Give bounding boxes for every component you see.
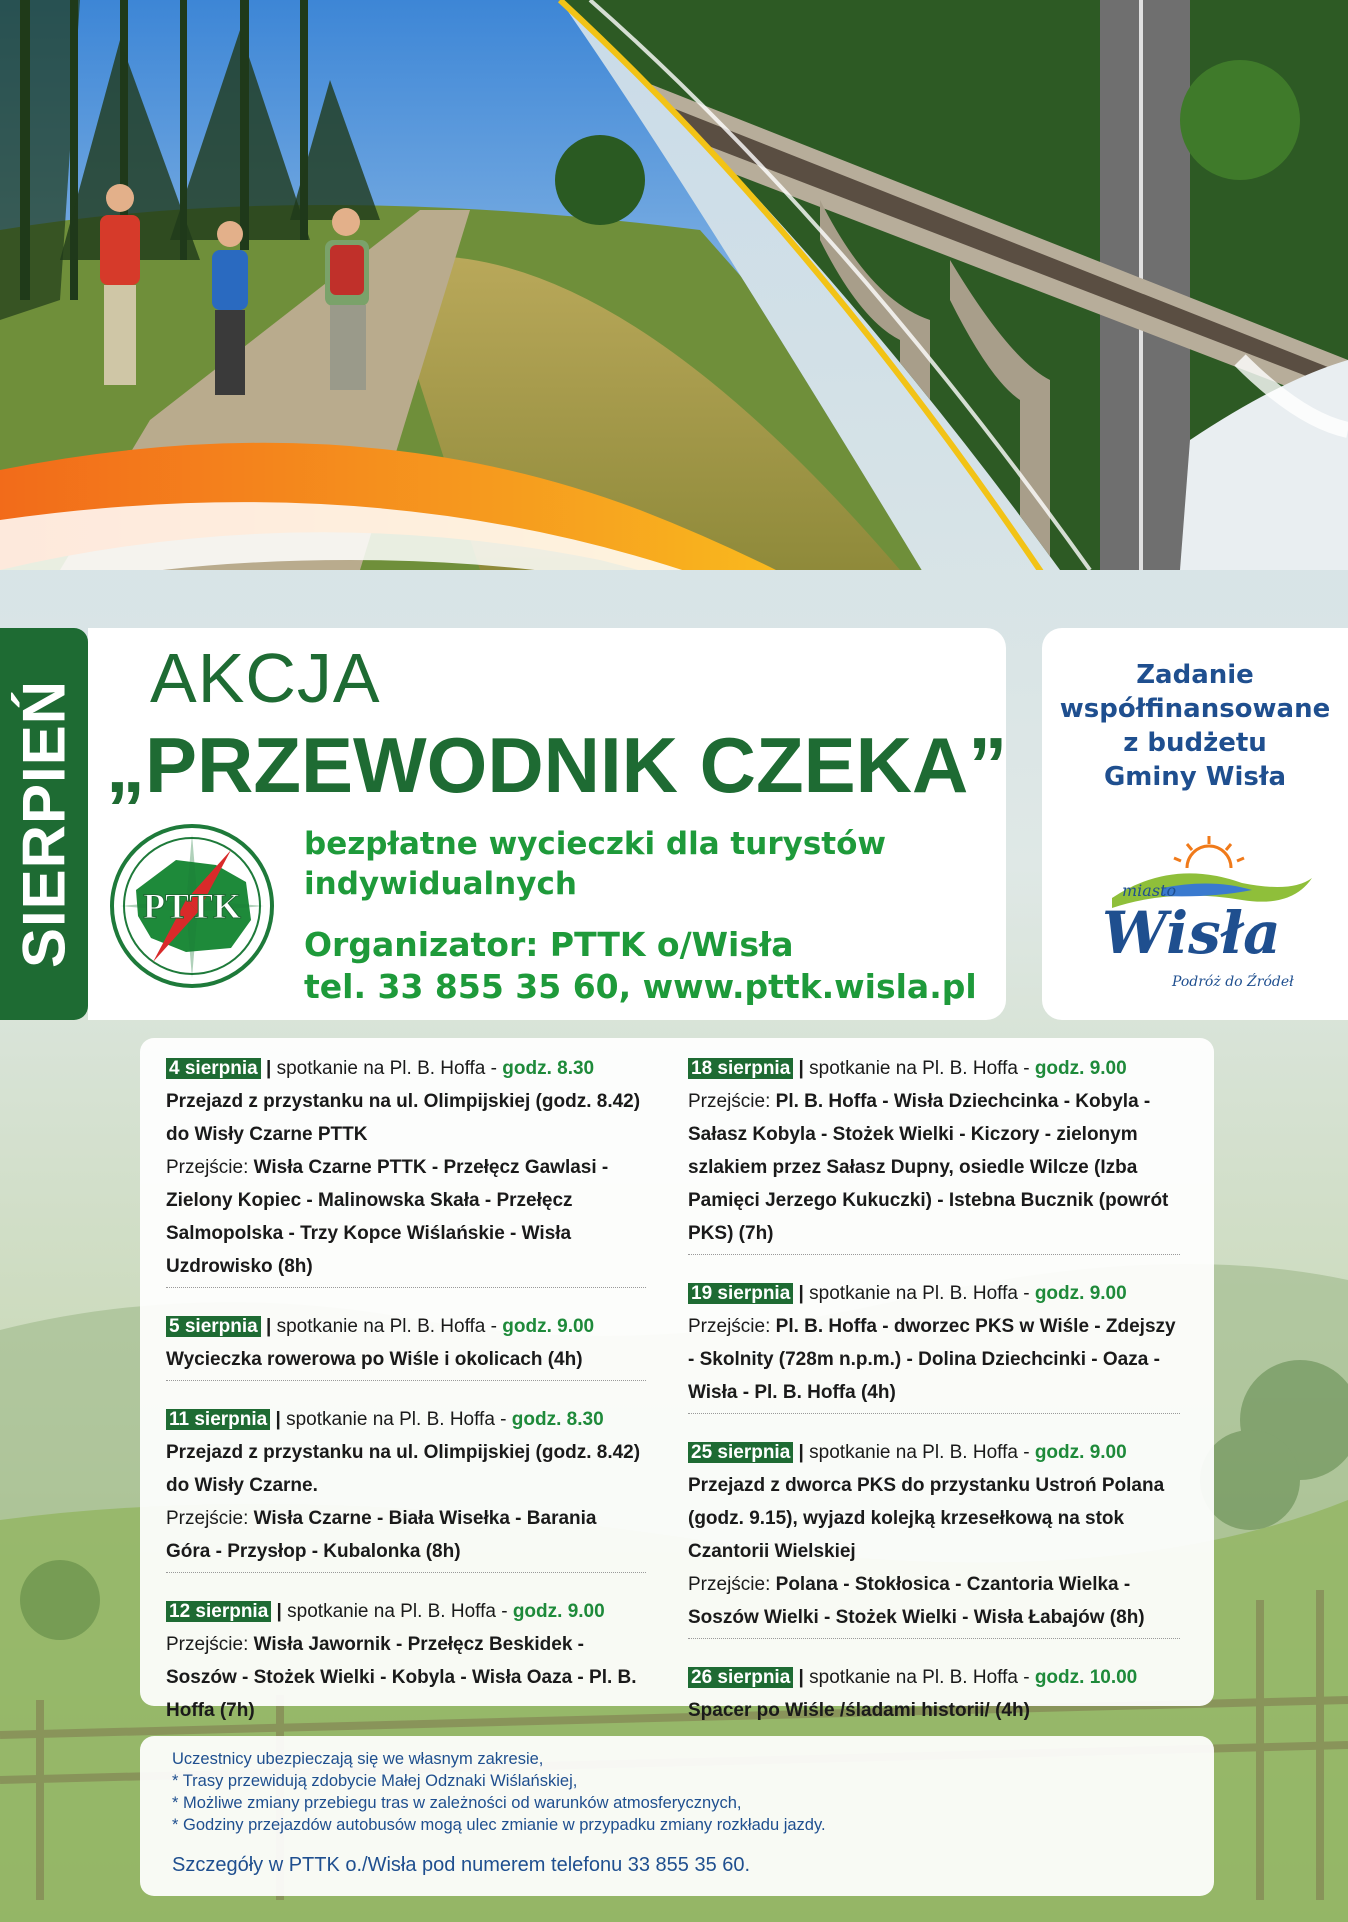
footer-note: Uczestnicy ubezpieczają się we własnym zakresie, <box>172 1750 544 1768</box>
svg-text:Wisła: Wisła <box>1102 899 1281 967</box>
event-meeting: spotkanie na Pl. B. Hoffa - <box>287 1601 513 1622</box>
event-date: 11 sierpnia <box>166 1409 270 1430</box>
event-route-label: Przejście: <box>688 1316 776 1337</box>
event-meeting: spotkanie na Pl. B. Hoffa - <box>809 1283 1035 1304</box>
event-time: godz. 9.00 <box>1034 1442 1127 1463</box>
footer-note: * Godziny przejazdów autobusów mogą ulec zmianie w przypadku zmiany rozkładu jazdy. <box>172 1816 826 1834</box>
sponsor-line: Zadanie <box>1136 660 1254 690</box>
schedule-column-right <box>688 1052 1180 1753</box>
header-photo-collage <box>0 0 1348 570</box>
event-time: godz. 9.00 <box>502 1316 595 1337</box>
event-date: 4 sierpnia <box>166 1058 261 1079</box>
event-aug-11: 11 sierpnia | spotkanie na Pl. B. Hoffa - godz. 8.30 Przejazd z przystanku na ul. Olimpijskiej (godz. 8.42) do Wisły Czarne. Przejście: Wisła Czarne - Biała Wisełka - Barania Góra - Przysłop - Kubalonka (8h) <box>166 1403 646 1573</box>
event-transit: Przejazd z przystanku na ul. Olimpijskiej (godz. 8.42) do Wisły Czarne. <box>166 1442 641 1496</box>
event-route-label: Przejście: <box>166 1508 254 1529</box>
event-meeting: spotkanie na Pl. B. Hoffa - <box>276 1058 503 1079</box>
event-aug-12: 12 sierpnia | spotkanie na Pl. B. Hoffa - godz. 9.00 Przejście: Wisła Jawornik - Przełęcz Beskidek - Soszów - Stożek Wielki - Kobyla - Wisła Oaza - Pl. B. Hoffa (7h) <box>166 1601 637 1721</box>
event-time: godz. 10.00 <box>1034 1667 1138 1688</box>
footer-note: * Możliwe zmiany przebiegu tras w zależności od warunków atmosferycznych, <box>172 1794 742 1812</box>
event-route-label: Przejście: <box>688 1574 776 1595</box>
svg-text:PTTK: PTTK <box>142 886 242 926</box>
event-date: 12 sierpnia <box>166 1601 271 1622</box>
event-aug-19: 19 sierpnia | spotkanie na Pl. B. Hoffa - godz. 9.00 Przejście: Pl. B. Hoffa - dworzec PKS w Wiśle - Zdejszy - Skolnity (728m n.p.m.) - Dolina Dziechcinki - Oaza - Wisła - Pl. B. Hoffa (4h) <box>688 1277 1180 1414</box>
svg-text:miasto: miasto <box>1122 881 1177 900</box>
header-panel <box>88 628 1006 1020</box>
event-route-label: Przejście: <box>688 1091 776 1112</box>
event-date: 19 sierpnia <box>688 1283 793 1304</box>
event-route: Wisła Czarne PTTK - Przełęcz Gawlasi - Zielony Kopiec - Malinowska Skała - Przełęcz Salmopolska - Trzy Kopce Wiślańskie - Wisła Uzdrowisko (8h) <box>166 1157 609 1277</box>
event-time: godz. 8.30 <box>502 1058 595 1079</box>
title-line-1: AKCJA <box>150 639 381 717</box>
footer-notes-panel <box>140 1736 1214 1896</box>
event-transit: Spacer po Wiśle /śladami historii/ (4h) <box>688 1700 1030 1721</box>
event-aug-25: 25 sierpnia | spotkanie na Pl. B. Hoffa - godz. 9.00 Przejazd z dworca PKS do przystanku Ustroń Polana (godz. 9.15), wyjazd kolejką krzesełkową na stok Czantorii Wielskiej Przejście: Polana - Stokłosica - Czantoria Wielka - Soszów Wielki - Stożek Wielki - Wisła Łabajów (8h) <box>688 1436 1180 1639</box>
event-aug-4: 4 sierpnia | spotkanie na Pl. B. Hoffa - godz. 8.30 Przejazd z przystanku na ul. Olimpijskiej (godz. 8.42) do Wisły Czarne PTTK Przejście: Wisła Czarne PTTK - Przełęcz Gawlasi - Zielony Kopiec - Malinowska Skała - Przełęcz Salmopolska - Trzy Kopce Wiślańskie - Wisła Uzdrowisko (8h) <box>166 1052 646 1288</box>
organizer-contact: tel. 33 855 35 60, www.pttk.wisla.pl <box>304 967 977 1006</box>
event-meeting: spotkanie na Pl. B. Hoffa - <box>809 1058 1035 1079</box>
event-meeting: spotkanie na Pl. B. Hoffa - <box>809 1442 1035 1463</box>
event-route: Pl. B. Hoffa - dworzec PKS w Wiśle - Zdejszy - Skolnity (728m n.p.m.) - Dolina Dziechcinki - Oaza - Wisła - Pl. B. Hoffa (4h) <box>688 1316 1176 1403</box>
event-aug-18: 18 sierpnia | spotkanie na Pl. B. Hoffa - godz. 9.00 Przejście: Pl. B. Hoffa - Wisła Dziechcinka - Kobyla - Sałasz Kobyla - Stożek Wielki - Kiczory - zielonym szlakiem przez Sałasz Dupny, osiedle Wilcze (Izba Pamięci Jerzego Kukuczki) - Istebna Bucznik (powrót PKS) (7h) <box>688 1052 1180 1255</box>
sponsor-panel <box>1042 628 1348 1020</box>
sponsor-line: z budżetu <box>1123 728 1267 758</box>
event-transit: Przejazd z dworca PKS do przystanku Ustroń Polana (godz. 9.15), wyjazd kolejką krzesełkową na stok Czantorii Wielskiej <box>688 1475 1165 1562</box>
event-time: godz. 9.00 <box>1034 1058 1127 1079</box>
event-transit: Przejazd z przystanku na ul. Olimpijskiej (godz. 8.42) do Wisły Czarne PTTK <box>166 1091 641 1145</box>
event-meeting: spotkanie na Pl. B. Hoffa - <box>276 1316 503 1337</box>
sponsor-line: Gminy Wisła <box>1103 762 1287 792</box>
subtitle: bezpłatne wycieczki dla turystów indywidualnych <box>304 826 887 902</box>
sponsor-line: współfinansowane <box>1059 694 1331 724</box>
event-transit: Wycieczka rowerowa po Wiśle i okolicach (4h) <box>166 1349 583 1370</box>
footer-note: * Trasy przewidują zdobycie Małej Odznaki Wiślańskiej, <box>172 1772 578 1790</box>
event-route: Polana - Stokłosica - Czantoria Wielka - Soszów Wielki - Stożek Wielki - Wisła Łabajów (8h) <box>688 1574 1145 1628</box>
event-meeting: spotkanie na Pl. B. Hoffa - <box>809 1667 1035 1688</box>
event-route: Pl. B. Hoffa - Wisła Dziechcinka - Kobyla - Sałasz Kobyla - Stożek Wielki - Kiczory - zielonym szlakiem przez Sałasz Dupny, osiedle Wilcze (Izba Pamięci Jerzego Kukuczki) - Istebna Bucznik (powrót PKS) (7h) <box>688 1091 1169 1244</box>
event-time: godz. 9.00 <box>512 1601 605 1622</box>
event-date: 18 sierpnia <box>688 1058 793 1079</box>
event-time: godz. 9.00 <box>1034 1283 1127 1304</box>
event-time: godz. 8.30 <box>511 1409 604 1430</box>
footer-contact: Szczegóły w PTTK o./Wisła pod numerem telefonu 33 855 35 60. <box>172 1854 751 1876</box>
title-line-2: „PRZEWODNIK CZEKA” <box>106 721 1008 809</box>
month-label: SIERPIEŃ <box>10 679 78 969</box>
event-route-label: Przejście: <box>166 1157 254 1178</box>
sponsor-text <box>1042 658 1348 794</box>
wisla-city-logo-icon <box>1092 828 1322 998</box>
pttk-logo-icon <box>106 820 278 992</box>
schedule-column-left <box>166 1052 646 1753</box>
organizer-block <box>304 924 977 1008</box>
event-date: 5 sierpnia <box>166 1316 261 1337</box>
event-aug-26: 26 sierpnia | spotkanie na Pl. B. Hoffa - godz. 10.00 Spacer po Wiśle /śladami historii/ (4h) <box>688 1661 1180 1731</box>
event-route-label: Przejście: <box>166 1634 254 1655</box>
event-date: 26 sierpnia <box>688 1667 793 1688</box>
month-tab <box>0 628 88 1020</box>
event-aug-5: 5 sierpnia | spotkanie na Pl. B. Hoffa - godz. 9.00 Wycieczka rowerowa po Wiśle i okolicach (4h) <box>166 1310 646 1381</box>
svg-text:Podróż do Źródeł: Podróż do Źródeł <box>1172 974 1294 990</box>
event-date: 25 sierpnia <box>688 1442 793 1463</box>
schedule-panel <box>140 1038 1214 1721</box>
event-meeting: spotkanie na Pl. B. Hoffa - <box>286 1409 512 1430</box>
organizer-name: Organizator: PTTK o/Wisła <box>304 925 794 964</box>
event-route: Wisła Czarne - Biała Wisełka - Barania Góra - Przysłop - Kubalonka (8h) <box>166 1508 597 1562</box>
event-route: Wisła Jawornik - Przełęcz Beskidek - Soszów - Stożek Wielki - Kobyla - Wisła Oaza - Pl. B. Hoffa (7h) <box>166 1634 637 1721</box>
